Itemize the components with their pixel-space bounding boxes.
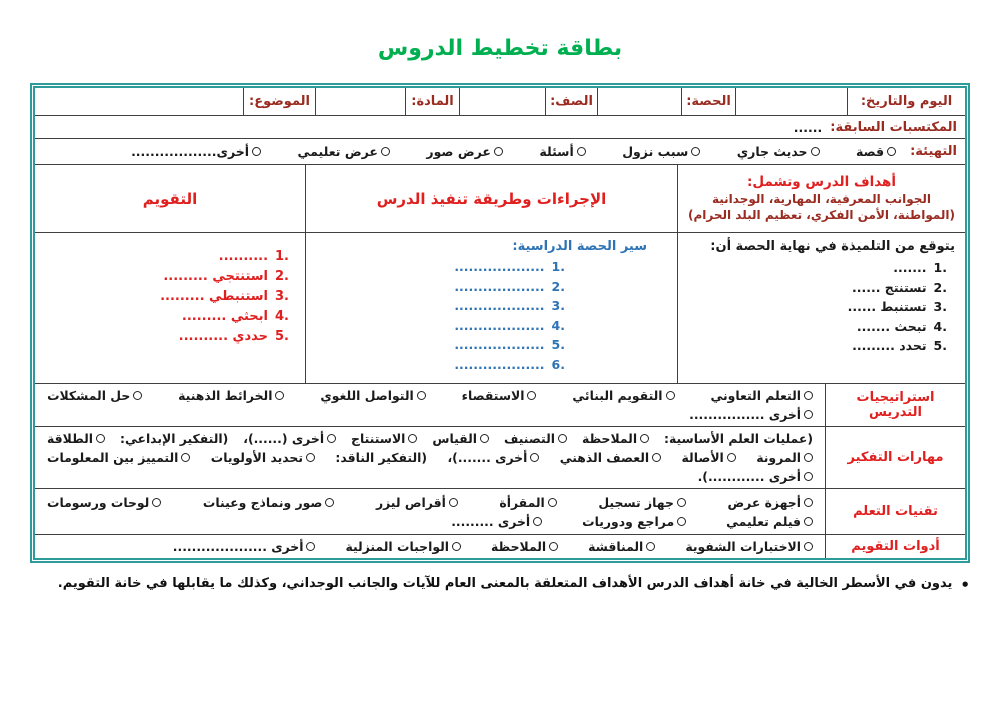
radio-icon [811, 147, 820, 156]
radio-icon [804, 453, 813, 462]
class-label: الصف: [545, 88, 597, 115]
evaluation-item: 3. استنبطي ......... [160, 289, 289, 304]
thinking-line-3 [47, 467, 813, 486]
radio-icon [152, 498, 161, 507]
evaluation-item: 1. .......... [218, 249, 289, 264]
objectives-header-cell [677, 165, 965, 233]
assessment-tools-label: أدوات التقويم [825, 535, 965, 558]
option-reading-device[interactable]: المقرأة [499, 495, 556, 510]
objectives-list [688, 258, 955, 356]
radio-icon [804, 391, 813, 400]
option-linguistic-communication[interactable]: التواصل اللغوي [320, 388, 425, 403]
radio-icon [804, 517, 813, 526]
procedures-content [305, 233, 677, 383]
thinking-line-2 [47, 448, 813, 467]
tech-line-1 [47, 493, 813, 512]
radio-icon [325, 498, 334, 507]
option-other-science-process[interactable]: أخرى (......)، [243, 431, 336, 446]
option-originality[interactable]: الأصالة [682, 450, 736, 465]
objectives-subheader: الجوانب المعرفية، المهارية، الوجدانية (المواطنة، الأمن الفكري، تعظيم البلد الحرام) [688, 191, 955, 222]
prior-knowledge-value: ...... [793, 119, 823, 135]
page-title: بطاقة تخطيط الدروس [377, 36, 623, 61]
period-label: الحصة: [681, 88, 735, 115]
option-educational-film[interactable]: فيلم تعليمي [726, 514, 813, 529]
option-classification[interactable]: التصنيف [504, 431, 567, 446]
objective-item: 4. تبحث ....... [856, 318, 947, 334]
radio-icon [646, 542, 655, 551]
option-laser-discs[interactable]: أقراص ليزر [376, 495, 458, 510]
option-other-creative[interactable]: أخرى .......)، [447, 450, 539, 465]
option-discussion[interactable]: المناقشة [588, 539, 655, 554]
option-inquiry[interactable]: الاستقصاء [462, 388, 537, 403]
option-other-critical[interactable]: أخرى ............). [698, 469, 813, 484]
footnote-text: يدون في الأسطر الخالية في خانة أهداف الدرس الأهداف المتعلقة بالمعنى العام للآيات والجانب الوجداني، وكذلك ما يقابلها في خانة التقويم. [57, 576, 953, 591]
thinking-skills-row [35, 426, 965, 488]
radio-icon [96, 434, 105, 443]
subject-field [315, 88, 405, 115]
radio-icon [804, 472, 813, 481]
evaluation-item: 2. استنتجي ......... [163, 269, 289, 284]
option-other-warmup[interactable]: أخرى.................. [131, 144, 261, 159]
period-field [597, 88, 681, 115]
procedure-item: 1. ................... [454, 259, 565, 274]
radio-icon [327, 434, 336, 443]
radio-icon [804, 410, 813, 419]
radio-icon [494, 147, 503, 156]
learning-tech-row [35, 488, 965, 534]
procedure-item: 4. ................... [454, 317, 565, 333]
option-other-tech[interactable]: أخرى ......... [451, 514, 542, 529]
learning-tech-options [35, 489, 825, 534]
radio-icon [181, 453, 190, 462]
radio-icon [530, 453, 539, 462]
strategies-options [35, 384, 825, 426]
radio-icon [691, 147, 700, 156]
topic-field [35, 88, 243, 115]
header-fields-row [35, 88, 965, 115]
option-current-event[interactable]: حديث جاري [737, 144, 820, 159]
evaluation-header-cell [35, 165, 305, 233]
option-oral-tests[interactable]: الاختبارات الشفوية [685, 539, 813, 554]
evaluation-list [45, 239, 295, 347]
radio-icon [727, 453, 736, 462]
class-field [459, 88, 545, 115]
radio-icon [527, 391, 536, 400]
radio-icon [133, 391, 142, 400]
evaluation-content [35, 233, 305, 383]
warmup-label: التهيئة: [910, 144, 957, 159]
strategies-label: استراتيجيات التدريس [825, 384, 965, 426]
radio-icon [677, 517, 686, 526]
learning-tech-label: تقنيات التعلم [825, 489, 965, 534]
thinking-skills-label: مهارات التفكير [825, 427, 965, 488]
option-educational-presentation[interactable]: عرض تعليمي [297, 144, 389, 159]
option-story[interactable]: قصة [856, 144, 896, 159]
radio-icon [452, 542, 461, 551]
radio-icon [252, 147, 261, 156]
science-processes-group-label: (عمليات العلم الأساسية: [664, 431, 813, 446]
option-boards-drawings[interactable]: لوحات ورسومات [47, 495, 161, 510]
radio-icon [417, 391, 426, 400]
option-questions[interactable]: أسئلة [539, 144, 585, 159]
objective-item: 2. تستنتج ...... [851, 279, 947, 295]
objectives-header: أهداف الدرس وتشمل: [746, 173, 897, 190]
option-inference[interactable]: الاستنتاج [351, 431, 417, 446]
radio-icon [381, 147, 390, 156]
procedure-item: 3. ................... [454, 298, 565, 313]
day-date-field [735, 88, 847, 115]
strategies-line-1 [47, 386, 813, 405]
critical-thinking-group-label: (التفكير الناقد: [335, 450, 428, 465]
option-mind-maps[interactable]: الخرائط الذهنية [178, 388, 284, 403]
option-picture-show[interactable]: عرض صور [426, 144, 503, 159]
footnote [30, 576, 970, 594]
radio-icon [408, 434, 417, 443]
procedures-header-cell [305, 165, 677, 233]
thinking-skills-options [35, 427, 825, 488]
subject-label: المادة: [405, 88, 459, 115]
option-revelation-reason[interactable]: سبب نزول [622, 144, 700, 159]
radio-icon [652, 453, 661, 462]
radio-icon [533, 517, 542, 526]
objective-item: 3. تستنبط ...... [847, 299, 947, 314]
evaluation-item: 5. حددي .......... [178, 329, 289, 344]
tools-line-1 [47, 537, 813, 556]
procedures-header: الإجراءات وطريقة تنفيذ الدرس [376, 189, 607, 208]
main-section [35, 164, 965, 383]
objectives-content [677, 233, 965, 383]
procedures-intro: سير الحصة الدراسية: [512, 239, 647, 254]
lesson-plan-card [30, 83, 970, 563]
creative-thinking-group-label: (التفكير الإبداعي: [119, 431, 229, 446]
assessment-tools-options [35, 535, 825, 558]
radio-icon [306, 542, 315, 551]
warmup-options [43, 144, 896, 159]
radio-icon [558, 434, 567, 443]
option-distinguish-information[interactable]: التمييز بين المعلومات [47, 450, 190, 465]
strategies-line-2 [47, 405, 813, 424]
prior-knowledge-row [35, 115, 965, 138]
objectives-intro: يتوقع من التلميذة في نهاية الحصة أن: [710, 239, 955, 254]
procedures-list [316, 257, 667, 374]
radio-icon [640, 434, 649, 443]
procedure-item: 5. ................... [454, 337, 565, 352]
thinking-line-1 [47, 429, 813, 448]
option-observation-tool[interactable]: الملاحظة [491, 539, 558, 554]
procedure-item: 2. ................... [454, 278, 565, 294]
option-references-periodicals[interactable]: مراجع ودوريات [582, 514, 686, 529]
option-prioritization[interactable]: تحديد الأولويات [211, 450, 315, 465]
radio-icon [275, 391, 284, 400]
prior-knowledge-label: المكتسبات السابقة: [830, 119, 957, 135]
option-flexibility[interactable]: المرونة [756, 450, 813, 465]
option-problem-solving[interactable]: حل المشكلات [47, 388, 142, 403]
objective-item: 1. ....... [893, 260, 947, 275]
radio-icon [677, 498, 686, 507]
option-pictures-models-samples[interactable]: صور ونماذج وعينات [203, 495, 335, 510]
option-recorder[interactable]: جهاز تسجيل [598, 495, 686, 510]
option-fluency[interactable]: الطلاقة [47, 431, 105, 446]
evaluation-item: 4. ابحثي ......... [181, 309, 289, 324]
radio-icon [804, 542, 813, 551]
option-measurement[interactable]: القياس [432, 431, 489, 446]
radio-icon [577, 147, 586, 156]
radio-icon [306, 453, 315, 462]
radio-icon [804, 498, 813, 507]
option-brainstorming[interactable]: العصف الذهني [560, 450, 661, 465]
option-other-strategy[interactable]: أخرى ................ [689, 407, 813, 422]
tech-line-2 [47, 512, 813, 531]
bullet-icon: • [960, 576, 970, 594]
radio-icon [887, 147, 896, 156]
option-cooperative-learning[interactable]: التعلم التعاوني [710, 388, 813, 403]
option-other-tool[interactable]: أخرى .................... [173, 539, 316, 554]
topic-label: الموضوع: [243, 88, 315, 115]
assessment-tools-row [35, 534, 965, 558]
day-date-label: اليوم والتاريخ: [847, 88, 965, 115]
radio-icon [480, 434, 489, 443]
strategies-row [35, 383, 965, 426]
radio-icon [666, 391, 675, 400]
option-homework[interactable]: الواجبات المنزلية [345, 539, 461, 554]
objective-item: 5. تحدد ......... [852, 338, 947, 353]
radio-icon [548, 498, 557, 507]
option-formative-assessment[interactable]: التقويم البنائي [572, 388, 674, 403]
option-observation[interactable]: الملاحظة [582, 431, 649, 446]
warmup-row [35, 138, 965, 164]
option-projectors[interactable]: أجهزة عرض [727, 495, 813, 510]
radio-icon [549, 542, 558, 551]
radio-icon [449, 498, 458, 507]
evaluation-header: التقويم [142, 189, 198, 208]
procedure-item: 6. ................... [454, 356, 565, 372]
